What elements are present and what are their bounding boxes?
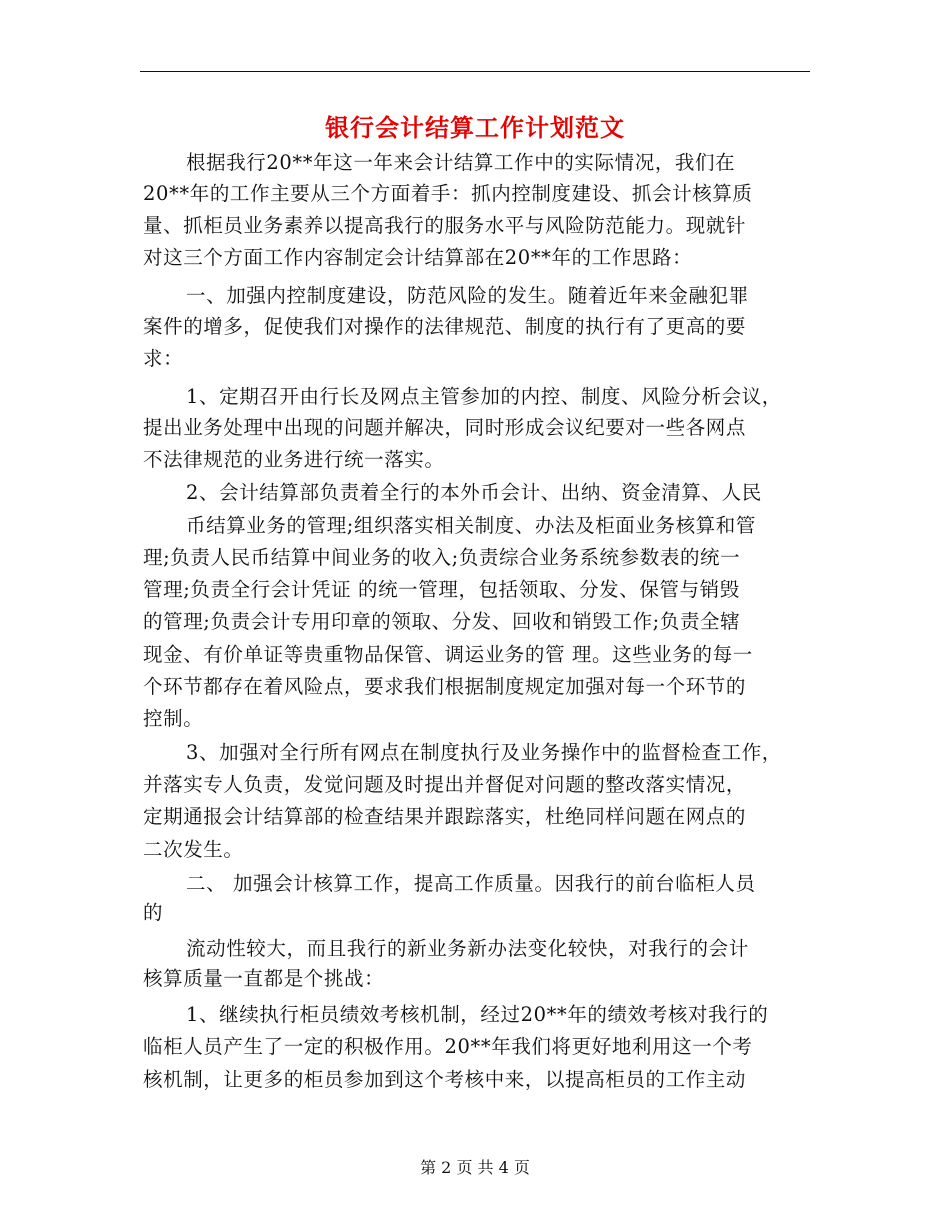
body-line: 一、加强内控制度建设，防范风险的发生。随着近年来金融犯罪 [186,284,749,307]
body-line: 提出业务处理中出现的问题并解决，同时形成会议纪要对一些各网点 [143,416,747,439]
body-line: 求： [143,347,184,370]
body-line: 不法律规范的业务进行统一落实。 [143,448,445,471]
body-line: 二、 加强会计核算工作，提高工作质量。因我行的前台临柜人员 [186,872,756,895]
body-line: 管理;负责全行会计凭证 的统一管理，包括领取、分发、保管与销毁 [143,578,740,601]
body-line: 核机制，让更多的柜员参加到这个考核中来，以提高柜员的工作主动 [143,1068,747,1091]
body-line: 流动性较大，而且我行的新业务新办法变化较快，对我行的会计 [186,937,749,960]
body-line: 的管理;负责会计专用印章的领取、分发、回收和销毁工作;负责全辖 [143,610,741,633]
body-line: 根据我行20**年这一年来会计结算工作中的实际情况，我们在 [186,151,736,174]
body-line: 币结算业务的管理;组织落实相关制度、办法及柜面业务核算和管 [186,514,756,537]
page-number-footer: 第 2 页 共 4 页 [420,1158,530,1177]
body-line: 核算质量一直都是个挑战： [143,967,385,990]
body-line: 20**年的工作主要从三个方面着手：抓内控制度建设、抓会计核算质 [143,182,753,205]
body-line: 临柜人员产生了一定的积极作用。20**年我们将更好地利用这一个考 [143,1035,753,1058]
body-line: 3、加强对全行所有网点在制度执行及业务操作中的监督检查工作， [186,741,782,764]
body-line: 理;负责人民币结算中间业务的收入;负责综合业务系统参数表的统一 [143,546,741,569]
body-line: 2、会计结算部负责着全行的本外币会计、出纳、资金清算、人民 [186,481,762,504]
body-line: 的 [143,901,164,924]
header-rule [140,71,810,72]
body-line: 定期通报会计结算部的检查结果并跟踪落实，杜绝同样问题在网点的 [143,805,747,828]
body-line: 1、继续执行柜员绩效考核机制，经过20**年的绩效考核对我行的 [186,1003,769,1026]
body-line: 个环节都存在着风险点，要求我们根据制度规定加强对每一个环节的 [143,675,747,698]
body-line: 1、定期召开由行长及网点主管参加的内控、制度、风险分析会议， [186,385,782,408]
body-line: 并落实专人负责，发觉问题及时提出并督促对问题的整改落实情况， [143,773,747,796]
body-line: 控制。 [143,707,204,730]
document-title: 银行会计结算工作计划范文 [325,113,625,142]
body-line: 量、抓柜员业务素养以提高我行的服务水平与风险防范能力。现就针 [143,214,747,237]
body-line: 对这三个方面工作内容制定会计结算部在20**年的工作思路： [143,246,693,269]
body-line: 现金、有价单证等贵重物品保管、调运业务的管 理。这些业务的每一 [143,643,753,666]
body-line: 案件的增多，促使我们对操作的法律规范、制度的执行有了更高的要 [143,315,747,338]
body-line: 二次发生。 [143,838,244,861]
